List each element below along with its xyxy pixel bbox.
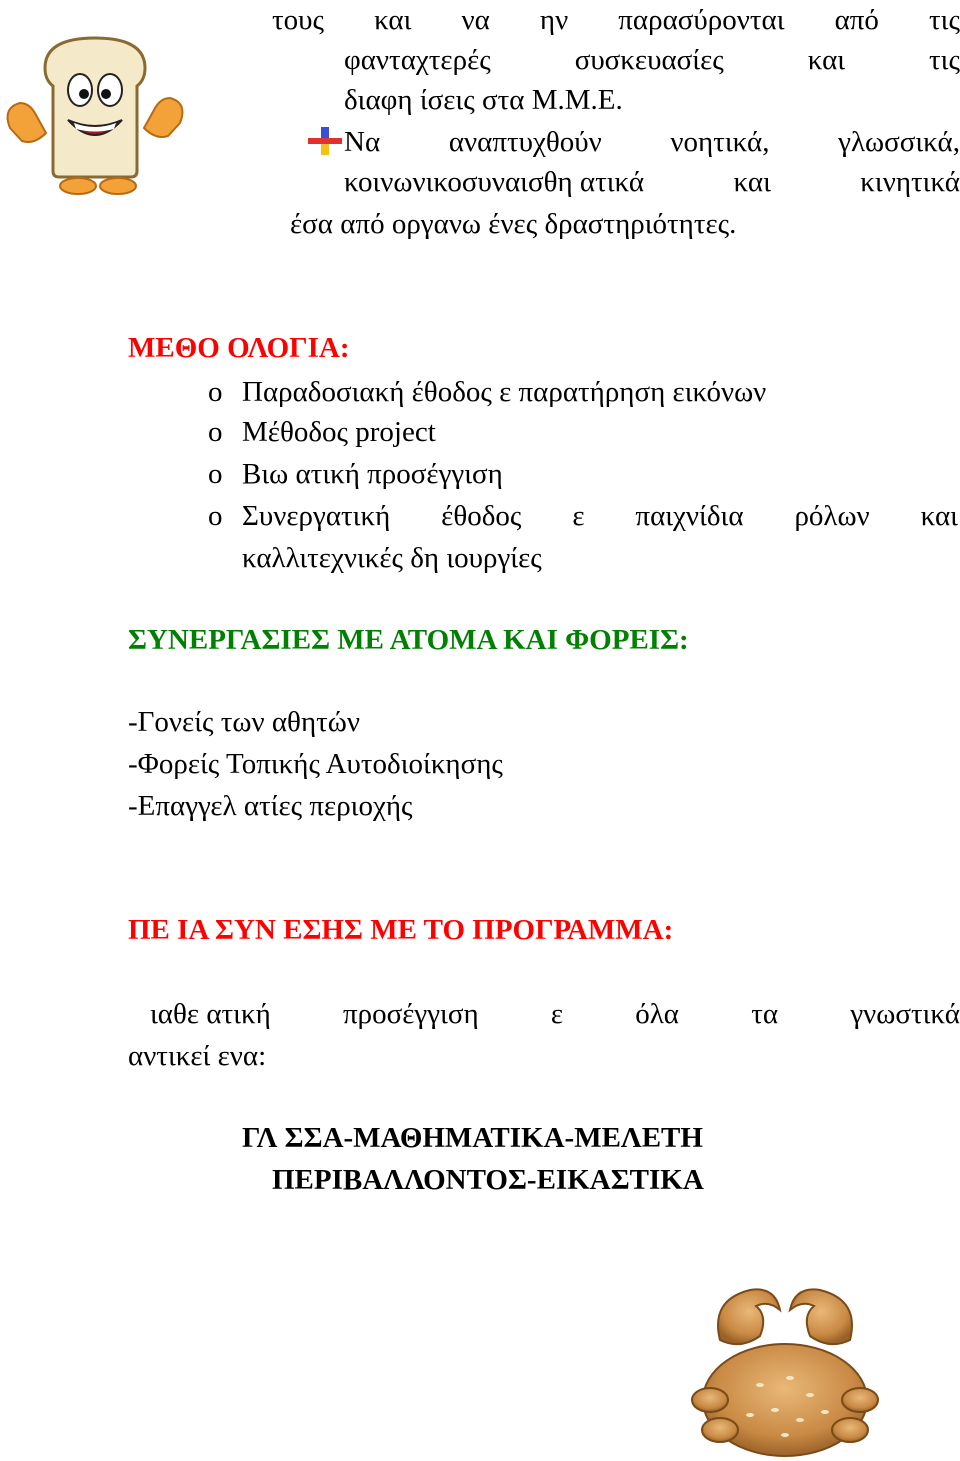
- intro-line-1: τους και να ην παρασύρονται από τις: [272, 4, 960, 36]
- methodology-item-4: Συνεργατική έθοδος ε παιχνίδια ρόλων και: [242, 500, 958, 532]
- colored-bullet-icon: [308, 127, 342, 155]
- partner-item-1: -Γονείς των αθητών: [128, 706, 360, 738]
- subjects-line-2: ΠΕΡΙΒΑΛΛΟΝΤΟΣ-ΕΙΚΑΣΤΙΚΑ: [272, 1164, 704, 1196]
- fields-line-2: αντικεί ενα:: [128, 1040, 267, 1072]
- methodology-bullet: o: [208, 376, 223, 408]
- partners-heading: ΣΥΝΕΡΓΑΣΙΕΣ ΜΕ ΑΤΟΜΑ ΚΑΙ ΦΟΡΕΙΣ:: [128, 624, 689, 656]
- partner-item-2: -Φορείς Τοπικής Αυτοδιοίκησης: [128, 748, 503, 780]
- partner-item-3: -Επαγγελ ατίες περιοχής: [128, 790, 413, 822]
- methodology-bullet: o: [208, 458, 223, 490]
- subjects-line-1: ΓΛ ΣΣΑ-ΜΑΘΗΜΑΤΙΚΑ-ΜΕΛΕΤΗ: [242, 1122, 703, 1154]
- goal-line-1: Να αναπτυχθούν νοητικά, γλωσσικά,: [344, 126, 960, 158]
- methodology-bullet: o: [208, 500, 223, 532]
- methodology-item-4-continued: καλλιτεχνικές δη ιουργίες: [242, 542, 542, 574]
- fields-line-1: ιαθε ατική προσέγγιση ε όλα τα γνωστικά: [150, 998, 960, 1030]
- methodology-heading: ΜΕΘΟ ΟΛΟΓΙΑ:: [128, 332, 350, 364]
- methodology-item-3: Βιω ατική προσέγγιση: [242, 458, 503, 490]
- bread-cartoon-icon: [0, 28, 190, 198]
- goal-line-2: κοινωνικοσυναισθη ατικά και κινητικά: [344, 166, 960, 198]
- methodology-item-1: Παραδοσιακή έθοδος ε παρατήρηση εικόνων: [242, 376, 767, 408]
- intro-line-3: διαφη ίσεις στα Μ.Μ.Ε.: [344, 84, 623, 116]
- methodology-bullet: o: [208, 416, 223, 448]
- intro-line-2: φανταχτερές συσκευασίες και τις: [344, 44, 960, 76]
- fields-heading: ΠΕ ΙΑ ΣΥΝ ΕΣΗΣ ΜΕ ΤΟ ΠΡΟΓΡΑΜΜΑ:: [128, 914, 674, 946]
- crab-bread-icon: [690, 1280, 880, 1461]
- methodology-item-2: Μέθοδος project: [242, 416, 436, 448]
- goal-line-3: έσα από οργανω ένες δραστηριότητες.: [290, 208, 737, 240]
